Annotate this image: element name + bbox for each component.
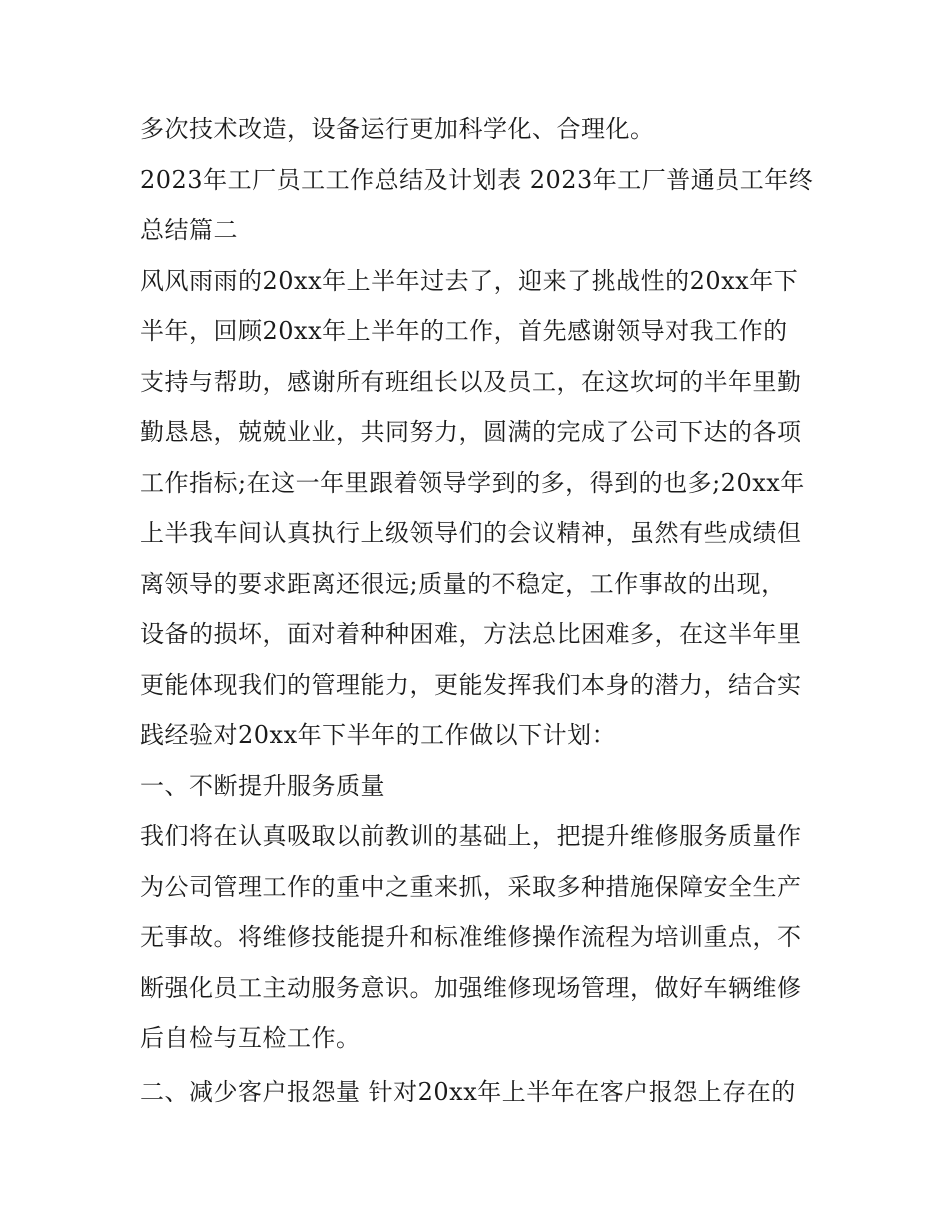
text-line: 上半我车间认真执行上级领导们的会议精神，虽然有些成绩但: [140, 519, 802, 547]
section-heading: 二、减少客户报怨量 针对20xx年上半年在客户报怨上存在的: [140, 1078, 796, 1106]
section-heading: 一、不断提升服务质量: [140, 772, 385, 800]
text-line: 总结篇二: [140, 216, 238, 244]
text-line: 为公司管理工作的重中之重来抓，采取多种措施保障安全生产: [140, 873, 802, 901]
text-line: 践经验对20xx年下半年的工作做以下计划：: [140, 721, 617, 749]
text-line: 无事故。将维修技能提升和标准维修操作流程为培训重点，不: [140, 923, 802, 951]
text-line: 工作指标;在这一年里跟着领导学到的多，得到的也多;20xx年: [140, 469, 805, 497]
text-line: 2023年工厂员工工作总结及计划表 2023年工厂普通员工年终: [140, 166, 814, 194]
text-line: 我们将在认真吸取以前教训的基础上，把提升维修服务质量作: [140, 822, 802, 850]
text-line: 后自检与互检工作。: [140, 1024, 361, 1052]
text-line: 离领导的要求距离还很远;质量的不稳定，工作事故的出现，: [140, 570, 786, 598]
text-line: 支持与帮助，感谢所有班组长以及员工，在这坎坷的半年里勤: [140, 368, 802, 396]
text-line: 多次技术改造，设备运行更加科学化、合理化。: [140, 115, 655, 143]
text-line: 设备的损坏，面对着种种困难，方法总比困难多，在这半年里: [140, 620, 802, 648]
text-line: 风风雨雨的20xx年上半年过去了，迎来了挑战性的20xx年下: [140, 267, 799, 295]
text-line: 断强化员工主动服务意识。加强维修现场管理，做好车辆维修: [140, 974, 802, 1002]
text-line: 半年，回顾20xx年上半年的工作，首先感谢领导对我工作的: [140, 317, 788, 345]
text-line: 更能体现我们的管理能力，更能发挥我们本身的潜力，结合实: [140, 671, 802, 699]
text-line: 勤恳恳，兢兢业业，共同努力，圆满的完成了公司下达的各项: [140, 418, 802, 446]
